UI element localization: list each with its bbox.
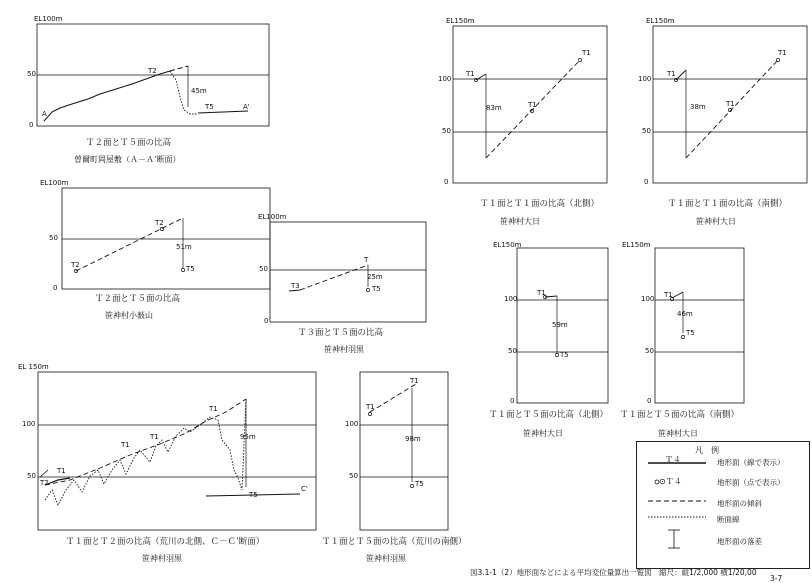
p6-label: T1 <box>537 289 546 297</box>
p7-location: 笹神村大日 <box>658 429 698 438</box>
p4-location: 笹神村小薮山 <box>105 311 153 320</box>
p6-location: 笹神村大日 <box>523 429 563 438</box>
p1-ytick: 50 <box>27 70 36 78</box>
p7-caption: Ｔ１面とＴ５面の比高（南側） <box>620 410 740 420</box>
p2-label: T1 <box>466 70 475 78</box>
p2-location: 笹神村大日 <box>500 217 540 226</box>
legend-text: 地形面の落差 <box>717 537 762 546</box>
p8-label: 95m <box>240 433 256 441</box>
legend-row <box>641 495 805 511</box>
p5-label: T3 <box>291 282 300 290</box>
p7-label: 46m <box>677 310 693 318</box>
p8-label: T1 <box>209 405 218 413</box>
p6-ytick: 50 <box>508 347 517 355</box>
legend-row <box>641 511 805 527</box>
p7-ytick: 0 <box>647 397 652 405</box>
p4-label: 51m <box>176 243 192 251</box>
p4-label: T2 <box>71 261 80 269</box>
p1-label: 45m <box>191 87 207 95</box>
p3-ytick: 0 <box>644 178 649 186</box>
p7-label: T5 <box>686 329 695 337</box>
p1-caption: Ｔ２面とＴ５面の比高 <box>86 138 172 148</box>
p9-label: 98m <box>405 435 421 443</box>
p4-ytick: 0 <box>53 284 58 292</box>
p7-ytop: EL150m <box>622 241 651 249</box>
p2-ytick: 50 <box>442 127 451 135</box>
p5-label: T5 <box>372 285 381 293</box>
p8-ytick: 100 <box>22 420 36 428</box>
p5-ytop: EL100m <box>258 213 287 221</box>
p5-ytick: 0 <box>264 317 269 325</box>
p2-ytick: 100 <box>438 75 452 83</box>
p9-location: 笹神村羽黒 <box>366 554 406 563</box>
p4-label: T5 <box>186 265 195 273</box>
p9-caption: Ｔ１面とＴ５面の比高（荒川の南側） <box>322 537 467 547</box>
p9-label: T1 <box>366 403 375 411</box>
p5-caption: Ｔ３面とＴ５面の比高 <box>298 328 384 338</box>
p8-ytop: EL 150m <box>18 363 49 371</box>
legend-text: 地形面の傾斜 <box>717 499 762 508</box>
p3-label: 38m <box>690 103 706 111</box>
legend-row <box>641 474 805 490</box>
p9-ytick: 50 <box>349 472 358 480</box>
p2-label: T1 <box>528 101 537 109</box>
panel-1 <box>37 24 269 126</box>
p8-label: T1 <box>121 441 130 449</box>
panel-5 <box>270 222 426 322</box>
p8-label: T1 <box>57 467 66 475</box>
p6-caption: Ｔ１面とＴ５面の比高（北側） <box>489 410 609 420</box>
p1-label: A <box>42 110 47 118</box>
p3-ytick: 50 <box>642 127 651 135</box>
p9-label: T1 <box>410 377 419 385</box>
legend-symbol: ⊙Ｔ４ <box>659 477 682 486</box>
p1-label: T2 <box>148 67 157 75</box>
p6-ytick: 0 <box>510 397 515 405</box>
legend-heading: 凡 例 <box>695 446 719 455</box>
p5-label: 25m <box>367 273 383 281</box>
panel-9 <box>360 372 448 530</box>
legend-row <box>641 454 805 470</box>
p1-location: 曽爾町岡屋敷（Ａ－Ａ’断面） <box>74 155 181 164</box>
legend-row <box>641 533 805 549</box>
p3-caption: Ｔ１面とＴ１面の比高（南側） <box>668 199 788 209</box>
p4-ytick: 50 <box>49 234 58 242</box>
p5-ytick: 50 <box>259 265 268 273</box>
panel-7 <box>655 248 744 403</box>
p1-label: A' <box>243 103 250 111</box>
panel-4 <box>62 188 270 289</box>
page-number: 3-7 <box>770 574 783 583</box>
p3-location: 笹神村大日 <box>696 217 736 226</box>
p8-caption: Ｔ１面とＴ２面の比高（荒川の北側、Ｃ－Ｃ’断面） <box>66 537 265 547</box>
legend-box <box>636 441 810 569</box>
p8-ytick: 50 <box>27 472 36 480</box>
p8-label: C' <box>301 485 308 493</box>
legend-symbol: Ｔ４ <box>665 455 681 464</box>
p3-ytick: 100 <box>638 75 652 83</box>
p5-label: T <box>364 256 369 264</box>
p2-ytop: EL150m <box>446 17 475 25</box>
p9-ytick: 100 <box>345 420 359 428</box>
p7-ytick: 100 <box>641 295 655 303</box>
p6-label: 59m <box>552 321 568 329</box>
p6-ytop: EL150m <box>493 241 522 249</box>
p4-label: T2 <box>155 219 164 227</box>
p1-label: T5 <box>205 103 214 111</box>
p7-label: T1 <box>664 291 673 299</box>
figure-caption: 図3.1-1（2）地形面などによる平均変位量算出一覧図 縮尺：縦1/2,000 横1/20,00 <box>470 568 757 577</box>
p3-label: T1 <box>667 70 676 78</box>
p8-label: T1 <box>150 433 159 441</box>
panel-8 <box>38 372 316 530</box>
legend-text: 断面線 <box>717 515 740 524</box>
p1-ytick: 0 <box>29 121 34 129</box>
legend-text: 地形面（点で表示） <box>717 478 785 487</box>
p4-ytop: EL100m <box>40 179 69 187</box>
legend-text: 地形面（線で表示） <box>717 458 785 467</box>
p3-label: T1 <box>778 49 787 57</box>
p2-ytick: 0 <box>444 178 449 186</box>
p2-caption: Ｔ１面とＴ１面の比高（北側） <box>480 199 600 209</box>
p6-ytick: 100 <box>504 295 518 303</box>
p9-label: T5 <box>415 480 424 488</box>
p3-label: T1 <box>726 100 735 108</box>
p8-location: 笹神村羽黒 <box>142 554 182 563</box>
p3-ytop: EL150m <box>646 17 675 25</box>
p2-label: T1 <box>582 49 591 57</box>
p6-label: T5 <box>560 351 569 359</box>
p1-ytop: EL100m <box>34 15 63 23</box>
p7-ytick: 50 <box>645 347 654 355</box>
p2-label: 83m <box>486 104 502 112</box>
p8-label: T5 <box>249 491 258 499</box>
p4-caption: Ｔ２面とＴ５面の比高 <box>95 294 181 304</box>
p8-label: T2 <box>40 479 49 487</box>
p5-location: 笹神村羽黒 <box>324 345 364 354</box>
